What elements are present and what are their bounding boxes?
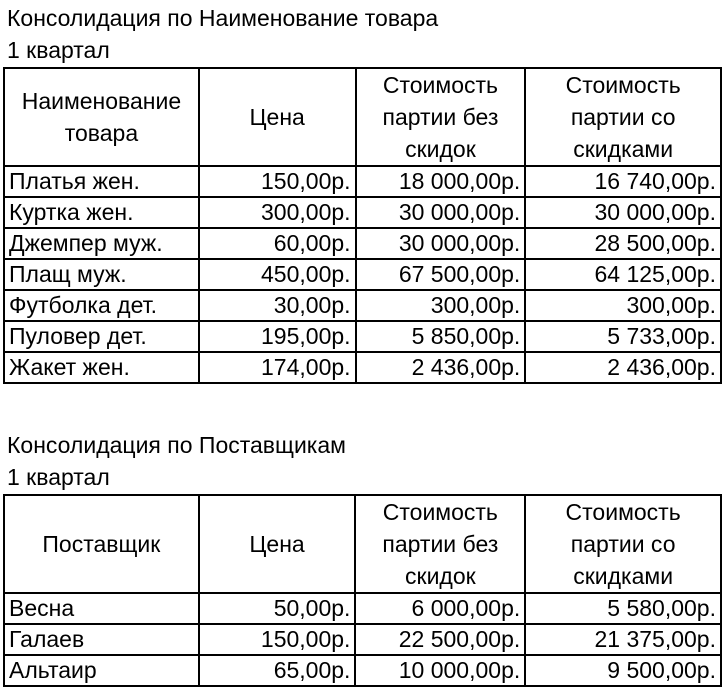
cell-price[interactable]: 195,00р.	[199, 321, 356, 352]
cell-price[interactable]: 450,00р.	[199, 259, 356, 290]
table-row	[4, 228, 721, 259]
table-row	[4, 624, 721, 655]
cell-cost-without-discount[interactable]: 30 000,00р.	[356, 197, 526, 228]
cell-cost-with-discount[interactable]: 64 125,00р.	[525, 259, 721, 290]
table-header-row	[4, 68, 721, 166]
cell-price[interactable]: 174,00р.	[199, 352, 356, 383]
header-product-name: Наименование товара	[4, 68, 199, 166]
header-cost-with-discount: Стоимость партии со скидками	[525, 68, 721, 166]
cell-cost-without-discount[interactable]: 6 000,00р.	[355, 593, 525, 624]
table-row	[4, 321, 721, 352]
cell-cost-without-discount[interactable]: 30 000,00р.	[356, 228, 526, 259]
cell-cost-with-discount[interactable]: 16 740,00р.	[525, 166, 721, 197]
cell-product-name[interactable]: Футболка дет.	[4, 290, 199, 321]
table-row	[4, 593, 721, 624]
cell-price[interactable]: 300,00р.	[199, 197, 356, 228]
cell-price[interactable]: 65,00р.	[199, 655, 356, 686]
header-price: Цена	[199, 68, 356, 166]
cell-price[interactable]: 60,00р.	[199, 228, 356, 259]
supplier-consolidation-table	[3, 494, 722, 687]
header-cost-without-discount: Стоимость партии без скидок	[356, 68, 526, 166]
cell-cost-with-discount[interactable]: 2 436,00р.	[525, 352, 721, 383]
table-row	[4, 197, 721, 228]
cell-cost-with-discount[interactable]: 28 500,00р.	[525, 228, 721, 259]
header-cost-with-discount: Стоимость партии со скидками	[525, 495, 721, 593]
cell-cost-without-discount[interactable]: 2 436,00р.	[356, 352, 526, 383]
cell-price[interactable]: 30,00р.	[199, 290, 356, 321]
cell-cost-without-discount[interactable]: 18 000,00р.	[356, 166, 526, 197]
cell-cost-with-discount[interactable]: 300,00р.	[525, 290, 721, 321]
cell-cost-with-discount[interactable]: 9 500,00р.	[525, 655, 721, 686]
cell-cost-without-discount[interactable]: 67 500,00р.	[356, 259, 526, 290]
cell-cost-without-discount[interactable]: 10 000,00р.	[355, 655, 525, 686]
product-consolidation-table	[3, 67, 722, 384]
product-consolidation-period: 1 квартал	[7, 37, 110, 63]
cell-supplier[interactable]: Альтаир	[4, 655, 199, 686]
cell-product-name[interactable]: Куртка жен.	[4, 197, 199, 228]
cell-product-name[interactable]: Пуловер дет.	[4, 321, 199, 352]
table-header-row	[4, 495, 721, 593]
cell-cost-without-discount[interactable]: 5 850,00р.	[356, 321, 526, 352]
supplier-consolidation-period: 1 квартал	[7, 464, 110, 490]
cell-cost-without-discount[interactable]: 22 500,00р.	[355, 624, 525, 655]
cell-price[interactable]: 150,00р.	[199, 624, 356, 655]
cell-price[interactable]: 150,00р.	[199, 166, 356, 197]
table-row	[4, 655, 721, 686]
cell-product-name[interactable]: Плащ муж.	[4, 259, 199, 290]
cell-cost-with-discount[interactable]: 5 733,00р.	[525, 321, 721, 352]
cell-cost-with-discount[interactable]: 30 000,00р.	[525, 197, 721, 228]
cell-product-name[interactable]: Платья жен.	[4, 166, 199, 197]
cell-product-name[interactable]: Джемпер муж.	[4, 228, 199, 259]
table-row	[4, 352, 721, 383]
cell-supplier[interactable]: Весна	[4, 593, 199, 624]
cell-cost-with-discount[interactable]: 5 580,00р.	[525, 593, 721, 624]
table-row	[4, 259, 721, 290]
cell-cost-without-discount[interactable]: 300,00р.	[356, 290, 526, 321]
table-row	[4, 166, 721, 197]
header-cost-without-discount: Стоимость партии без скидок	[355, 495, 525, 593]
product-consolidation-title: Консолидация по Наименование товара	[7, 5, 439, 31]
supplier-consolidation-title: Консолидация по Поставщикам	[7, 432, 346, 458]
header-supplier: Поставщик	[4, 495, 199, 593]
cell-price[interactable]: 50,00р.	[199, 593, 356, 624]
cell-product-name[interactable]: Жакет жен.	[4, 352, 199, 383]
cell-cost-with-discount[interactable]: 21 375,00р.	[525, 624, 721, 655]
table-row	[4, 290, 721, 321]
header-price: Цена	[199, 495, 356, 593]
cell-supplier[interactable]: Галаев	[4, 624, 199, 655]
